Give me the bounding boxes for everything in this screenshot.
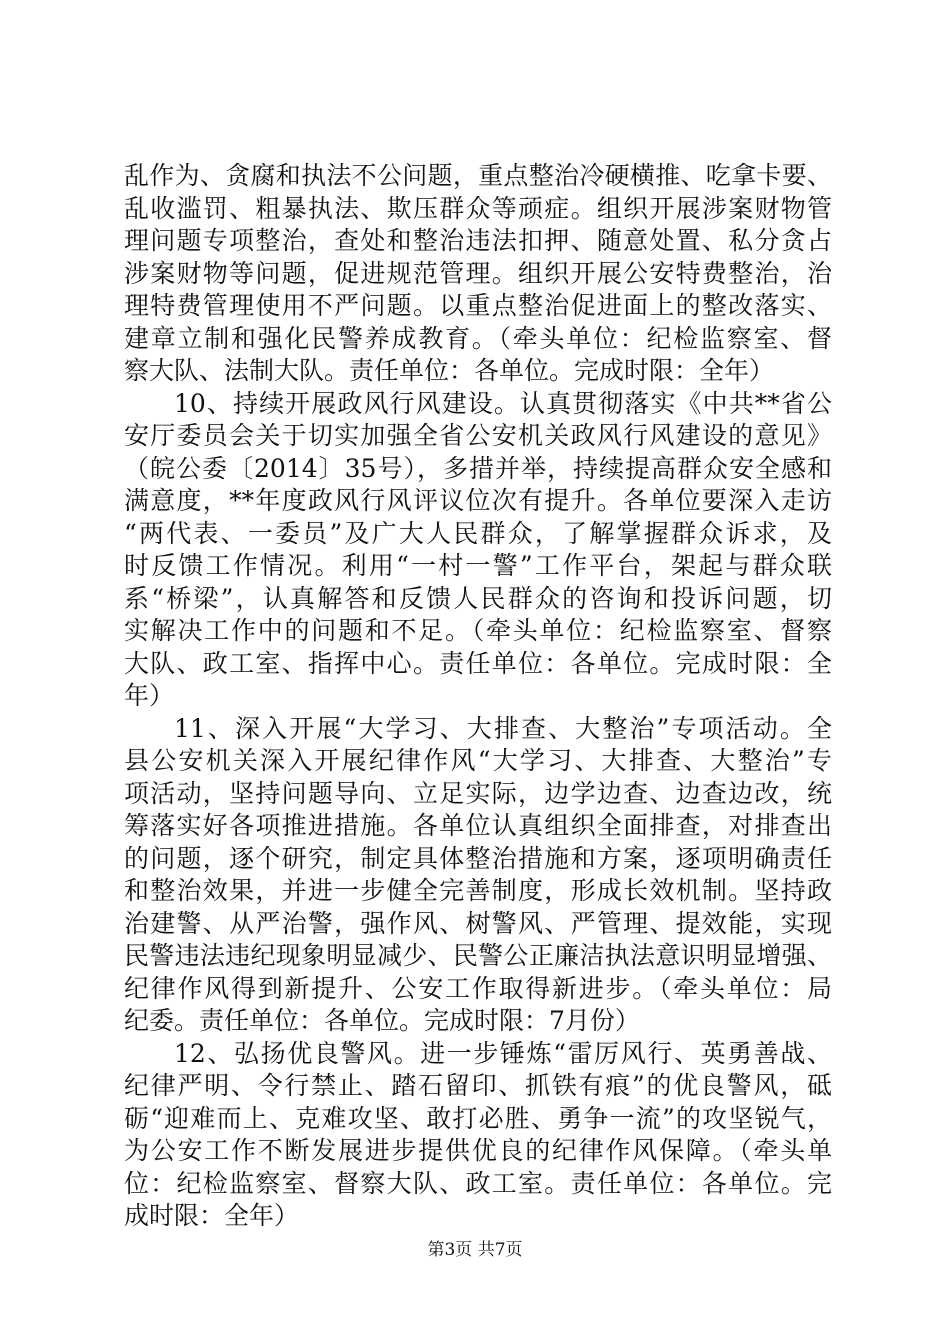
text-line: 治建警、从严治警，强作风、树警风、严管理、提效能，实现	[124, 908, 832, 938]
text-line: 乱收滥罚、粗暴执法、欺压群众等顽症。组织开展涉案财物管	[124, 193, 832, 223]
text-line: 10、持续开展政风行风建设。认真贯彻落实《中共**省公	[174, 388, 832, 418]
text-line: 纪委。责任单位：各单位。完成时限：7月份）	[124, 1006, 640, 1035]
page-number-footer: 第3页 共7页	[427, 1240, 523, 1260]
text-line: 年）	[124, 681, 175, 710]
text-line: 涉案财物等问题，促进规范管理。组织开展公安特费整治，治	[124, 258, 832, 288]
text-line: 察大队、法制大队。责任单位：各单位。完成时限：全年）	[124, 356, 775, 385]
text-line: 12、弘扬优良警风。进一步锤炼“雷厉风行、英勇善战、	[174, 1038, 832, 1068]
text-line: 乱作为、贪腐和执法不公问题，重点整治冷硬横推、吃拿卡要、	[124, 161, 832, 190]
text-line: 成时限：全年）	[124, 1201, 300, 1230]
text-line: （皖公委〔2014〕35号），多措并举，持续提高群众安全感和	[124, 453, 832, 483]
text-line: “两代表、一委员”及广大人民群众，了解掌握群众诉求，及	[124, 518, 832, 548]
text-line: 的问题，逐个研究，制定具体整治措施和方案，逐项明确责任	[124, 843, 832, 873]
text-line: 时反馈工作情况。利用“一村一警”工作平台，架起与群众联	[124, 551, 832, 580]
text-line: 县公安机关深入开展纪律作风“大学习、大排查、大整治”专	[124, 746, 832, 775]
text-line: 系“桥梁”，认真解答和反馈人民群众的咨询和投诉问题，切	[124, 583, 832, 613]
text-line: 纪律严明、令行禁止、踏石留印、抓铁有痕”的优良警风，砥	[124, 1071, 832, 1100]
text-line: 纪律作风得到新提升、公安工作取得新进步。（牵头单位：局	[124, 973, 832, 1003]
text-line: 砺“迎难而上、克难攻坚、敢打必胜、勇争一流”的攻坚锐气，	[124, 1103, 832, 1133]
text-line: 筹落实好各项推进措施。各单位认真组织全面排查，对排查出	[124, 811, 832, 840]
text-line: 项活动，坚持问题导向、立足实际，边学边查、边查边改，统	[124, 778, 832, 808]
text-line: 理问题专项整治，查处和整治违法扣押、随意处置、私分贪占	[124, 226, 832, 255]
text-line: 11、深入开展“大学习、大排查、大整治”专项活动。全	[174, 713, 832, 743]
text-line: 实解决工作中的问题和不足。（牵头单位：纪检监察室、督察	[124, 616, 832, 645]
text-line: 满意度，**年度政风行风评议位次有提升。各单位要深入走访	[124, 486, 832, 515]
text-line: 位：纪检监察室、督察大队、政工室。责任单位：各单位。完	[124, 1168, 832, 1198]
text-line: 和整治效果，并进一步健全完善制度，形成长效机制。坚持政	[124, 876, 832, 905]
text-line: 大队、政工室、指挥中心。责任单位：各单位。完成时限：全	[124, 648, 832, 678]
document-body	[124, 160, 832, 1233]
text-line: 民警违法违纪现象明显减少、民警公正廉洁执法意识明显增强、	[124, 941, 832, 970]
text-line: 建章立制和强化民警养成教育。（牵头单位：纪检监察室、督	[124, 323, 832, 353]
text-line: 理特费管理使用不严问题。以重点整治促进面上的整改落实、	[124, 291, 832, 320]
text-line: 安厅委员会关于切实加强全省公安机关政风行风建设的意见》	[124, 421, 832, 450]
text-line: 为公安工作不断发展进步提供优良的纪律作风保障。（牵头单	[124, 1136, 832, 1165]
